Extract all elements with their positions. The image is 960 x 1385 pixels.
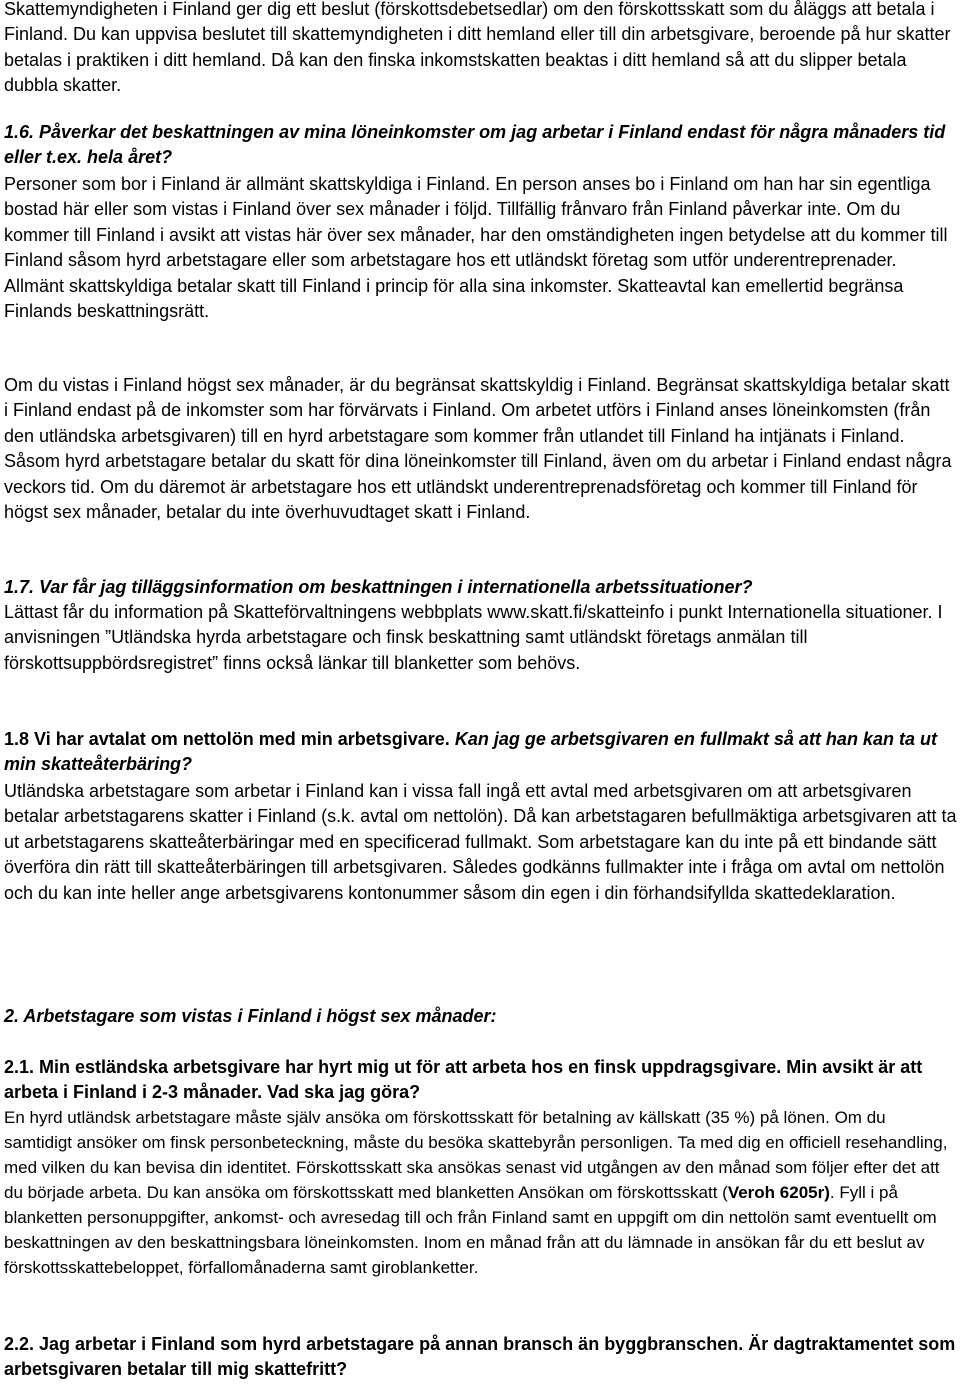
section-2-1-heading: 2.1. Min estländska arbetsgivare har hyrt mig ut för att arbeta hos en finsk uppdragsgivare. Min avsikt är att arbeta i Finland i 2-3 månader. Vad ska jag göra? <box>4 1057 923 1103</box>
section-2-1-text-start: En hyrd utländsk arbetstagare måste själv ansöka om förskottsskatt för betalning av källskatt (35 %) på lönen. Om du samtidigt ansöker om finsk personbeteckning, måste du besöka skattebyrån personligen. Ta med dig en officiell resehandling, med vilken du kan bevisa din identitet. Förskottsskatt ska ansökas senast vid utgången av den månad som följer efter det att du började arbeta. Du kan ansöka om förskottsskatt med blanketten Ansökan om förskottsskatt ( <box>4 1108 948 1202</box>
section-1-8-heading-part-2: Kan jag ge arbetsgivaren en fullmakt så att han kan ta ut min skatteåterbäring? <box>4 729 937 775</box>
intro-paragraph: Skattemyndigheten i Finland ger dig ett beslut (förskottsdebetsedlar) om den förskottsskatt som du åläggs att betala i Finland. Du kan uppvisa beslutet till skattemyndigheten i ditt hemland eller till din arbetsgivare, beroende på hur skatter betalas i praktiken i ditt hemland. Då kan den finska inkomstskatten beaktas i ditt hemland så att du slipper betala dubbla skatter. <box>4 0 951 96</box>
form-code: Veroh 6205r) <box>727 1183 830 1202</box>
section-1-6-heading: 1.6. Påverkar det beskattningen av mina löneinkomster om jag arbetar i Finland endast för några månaders tid eller t.ex. hela året? <box>4 122 946 168</box>
section-1-6-paragraph-2: Om du vistas i Finland högst sex månader, är du begränsat skattskyldig i Finland. Begränsat skattskyldiga betalar skatt i Finland endast på de inkomster som har förvärvats i Finland. Om arbetet utförs i Finland anses löneinkomsten (från den utländska arbetsgivaren) till en hyrd arbetstagare som kommer från utlandet till Finland ha intjänats i Finland. Såsom hyrd arbetstagare betalar du skatt för dina löneinkomster till Finland, även om du arbetar i Finland endast några veckors tid. Om du däremot är arbetstagare hos ett utländskt underentreprenadsföretag och kommer till Finland för högst sex månader, betalar du inte överhuvudtaget skatt i Finland. <box>4 375 952 523</box>
section-1-8-heading <box>4 727 958 778</box>
section-1-7-paragraph: Lättast får du information på Skatteförvaltningens webbplats www.skatt.fi/skatteinfo i punkt Internationella situationer. I anvisningen ”Utländska hyrda arbetstagare och finsk beskattning samt utländskt företags anmälan till förskottsuppbördsregistret” finns också länkar till blanketter som behövs. <box>4 602 943 673</box>
section-2-1-paragraph <box>4 1105 958 1280</box>
section-2-heading: 2. Arbetstagare som vistas i Finland i högst sex månader: <box>4 1006 497 1026</box>
section-2-1-text-end: . Fyll i på blanketten personuppgifter, ankomst- och avresedag till och från Finland samt en uppgift om din nettolön samt eventuellt om beskattningen av den beskattningsbara löneinkomsten. Inom en månad från att du lämnade in ansökan får du ett beslut av förskottsskattebeloppet, förfallomånaderna samt giroblanketter. <box>4 1183 937 1277</box>
section-2-2-heading: 2.2. Jag arbetar i Finland som hyrd arbetstagare på annan bransch än byggbranschen. Är dagtraktamentet som arbetsgivaren betalar till mig skattefritt? <box>4 1334 956 1380</box>
section-1-7-heading: 1.7. Var får jag tilläggsinformation om beskattningen i internationella arbetssituationer? <box>4 577 753 597</box>
section-1-8-paragraph: Utländska arbetstagare som arbetar i Finland kan i vissa fall ingå ett avtal med arbetsgivaren om att arbetsgivaren betalar arbetstagarens skatter i Finland (s.k. avtal om nettolön). Då kan arbetstagaren befullmäktiga arbetsgivaren att ta ut arbetstagarens skatteåterbäringar med en specificerad fullmakt. Som arbetstagare kan du inte på ett bindande sätt överföra din rätt till skatteåterbäringen till arbetsgivaren. Således godkänns fullmakter inte i fråga om avtal om nettolön och du kan inte heller ange arbetsgivarens kontonummer såsom din egen i din förhandsifyllda skattedeklaration. <box>4 781 957 903</box>
section-1-6-paragraph-1: Personer som bor i Finland är allmänt skattskyldiga i Finland. En person anses bo i Finland om han har sin egentliga bostad här eller som vistas i Finland över sex månader i följd. Tillfällig frånvaro från Finland påverkar inte. Om du kommer till Finland i avsikt att vistas här över sex månader, har den omständigheten ingen betydelse att du kommer till Finland såsom hyrd arbetstagare eller som arbetstagare hos ett utländskt företag som utför underentreprenader. Allmänt skattskyldiga betalar skatt till Finland i princip för alla sina inkomster. Skatteavtal kan emellertid begränsa Finlands beskattningsrätt. <box>4 174 948 322</box>
section-1-8-heading-part-1: 1.8 Vi har avtalat om nettolön med min arbetsgivare. <box>4 729 450 749</box>
